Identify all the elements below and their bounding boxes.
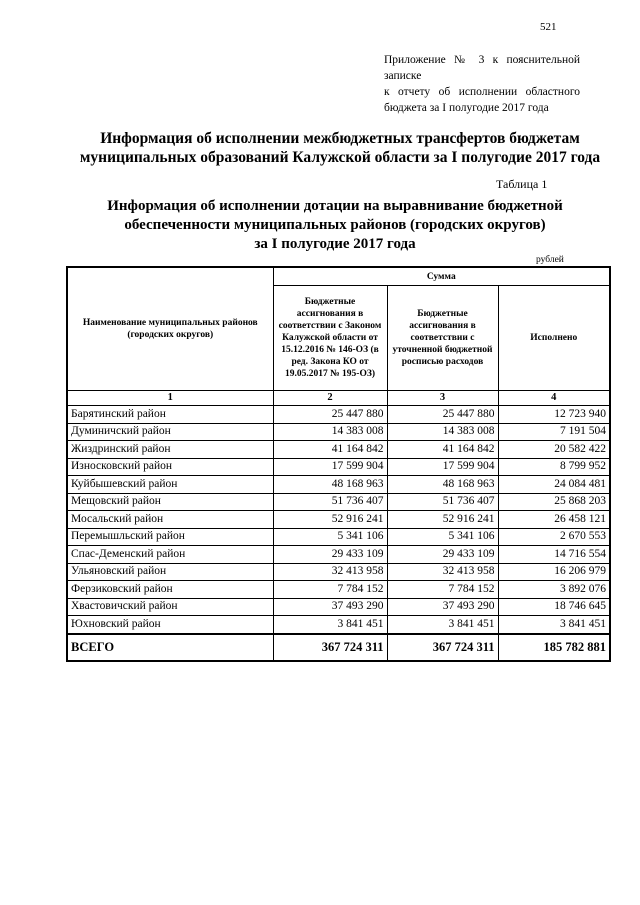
plan-allocation-cell: 7 784 152: [387, 581, 498, 599]
district-name-cell: Барятинский район: [67, 406, 273, 424]
total-plan: 367 724 311: [387, 634, 498, 661]
table-title-line: обеспеченности муниципальных районов (городских округов): [124, 217, 546, 233]
law-allocation-cell: 48 168 963: [273, 476, 387, 494]
header-plan-allocations: Бюджетные ассигнования в соответствии с уточненной бюджетной росписью расходов: [387, 286, 498, 391]
district-name-cell: Юхновский район: [67, 616, 273, 634]
page-number: 521: [540, 21, 557, 33]
table-title-line: за I полугодие 2017 года: [254, 236, 416, 252]
total-label: ВСЕГО: [67, 634, 273, 661]
table-row: [67, 406, 610, 424]
executed-cell: 8 799 952: [498, 458, 610, 476]
table-row: [67, 441, 610, 459]
law-allocation-cell: 7 784 152: [273, 581, 387, 599]
column-number: 3: [387, 391, 498, 406]
law-allocation-cell: 3 841 451: [273, 616, 387, 634]
total-law: 367 724 311: [273, 634, 387, 661]
total-done: 185 782 881: [498, 634, 610, 661]
executed-cell: 20 582 422: [498, 441, 610, 459]
plan-allocation-cell: 52 916 241: [387, 511, 498, 529]
executed-cell: 16 206 979: [498, 563, 610, 581]
table-title: [100, 197, 570, 254]
plan-allocation-cell: 25 447 880: [387, 406, 498, 424]
executed-cell: 24 084 481: [498, 476, 610, 494]
table-row: [67, 476, 610, 494]
law-allocation-cell: 52 916 241: [273, 511, 387, 529]
law-allocation-cell: 5 341 106: [273, 528, 387, 546]
transfers-table: [66, 266, 611, 662]
table-row: [67, 546, 610, 564]
executed-cell: 3 841 451: [498, 616, 610, 634]
executed-cell: 7 191 504: [498, 423, 610, 441]
plan-allocation-cell: 14 383 008: [387, 423, 498, 441]
appendix-line: бюджета за I полугодие 2017 года: [384, 102, 549, 114]
district-name-cell: Ферзиковский район: [67, 581, 273, 599]
law-allocation-cell: 25 447 880: [273, 406, 387, 424]
header-district-name: Наименование муниципальных районов (городских округов): [67, 267, 273, 391]
appendix-line: Приложение № 3 к пояснительной записке: [384, 54, 580, 82]
plan-allocation-cell: 48 168 963: [387, 476, 498, 494]
column-number: 1: [67, 391, 273, 406]
header-sum: Сумма: [273, 267, 610, 286]
plan-allocation-cell: 5 341 106: [387, 528, 498, 546]
table-row: [67, 493, 610, 511]
plan-allocation-cell: 29 433 109: [387, 546, 498, 564]
plan-allocation-cell: 17 599 904: [387, 458, 498, 476]
table-label: Таблица 1: [496, 177, 548, 191]
table-row: [67, 511, 610, 529]
table-row: [67, 458, 610, 476]
law-allocation-cell: 51 736 407: [273, 493, 387, 511]
table-row: [67, 423, 610, 441]
header-executed: Исполнено: [498, 286, 610, 391]
law-allocation-cell: 17 599 904: [273, 458, 387, 476]
district-name-cell: Мещовский район: [67, 493, 273, 511]
district-name-cell: Мосальский район: [67, 511, 273, 529]
district-name-cell: Куйбышевский район: [67, 476, 273, 494]
plan-allocation-cell: 32 413 958: [387, 563, 498, 581]
table-title-line: Информация об исполнении дотации на выравнивание бюджетной: [107, 198, 563, 214]
table-body: [67, 406, 610, 634]
table-row: [67, 616, 610, 634]
district-name-cell: Жиздринский район: [67, 441, 273, 459]
law-allocation-cell: 29 433 109: [273, 546, 387, 564]
district-name-cell: Хвастовичский район: [67, 598, 273, 616]
main-title-line: муниципальных образований Калужской области за I полугодие 2017 года: [79, 149, 601, 166]
executed-cell: 2 670 553: [498, 528, 610, 546]
executed-cell: 3 892 076: [498, 581, 610, 599]
column-number: 4: [498, 391, 610, 406]
law-allocation-cell: 32 413 958: [273, 563, 387, 581]
district-name-cell: Износковский район: [67, 458, 273, 476]
executed-cell: 14 716 554: [498, 546, 610, 564]
plan-allocation-cell: 37 493 290: [387, 598, 498, 616]
district-name-cell: Ульяновский район: [67, 563, 273, 581]
table-row: [67, 581, 610, 599]
district-name-cell: Думиничский район: [67, 423, 273, 441]
appendix-note: [384, 52, 580, 116]
executed-cell: 18 746 645: [498, 598, 610, 616]
plan-allocation-cell: 41 164 842: [387, 441, 498, 459]
main-title-line: Информация об исполнении межбюджетных трансфертов бюджетам: [100, 130, 580, 147]
plan-allocation-cell: 3 841 451: [387, 616, 498, 634]
units-label: рублей: [536, 255, 564, 265]
appendix-line: к отчету об исполнении областного: [384, 86, 580, 98]
total-row: [67, 634, 610, 661]
main-title: [60, 129, 620, 167]
header-law-allocations: Бюджетные ассигнования в соответствии с Законом Калужской области от 15.12.2016 № 146-ОЗ (в ред. Закона КО от 19.05.2017 № 195-ОЗ): [273, 286, 387, 391]
district-name-cell: Спас-Деменский район: [67, 546, 273, 564]
law-allocation-cell: 37 493 290: [273, 598, 387, 616]
law-allocation-cell: 41 164 842: [273, 441, 387, 459]
executed-cell: 25 868 203: [498, 493, 610, 511]
table-row: [67, 598, 610, 616]
executed-cell: 26 458 121: [498, 511, 610, 529]
table-row: [67, 528, 610, 546]
law-allocation-cell: 14 383 008: [273, 423, 387, 441]
column-number: 2: [273, 391, 387, 406]
plan-allocation-cell: 51 736 407: [387, 493, 498, 511]
executed-cell: 12 723 940: [498, 406, 610, 424]
district-name-cell: Перемышльский район: [67, 528, 273, 546]
table-row: [67, 563, 610, 581]
